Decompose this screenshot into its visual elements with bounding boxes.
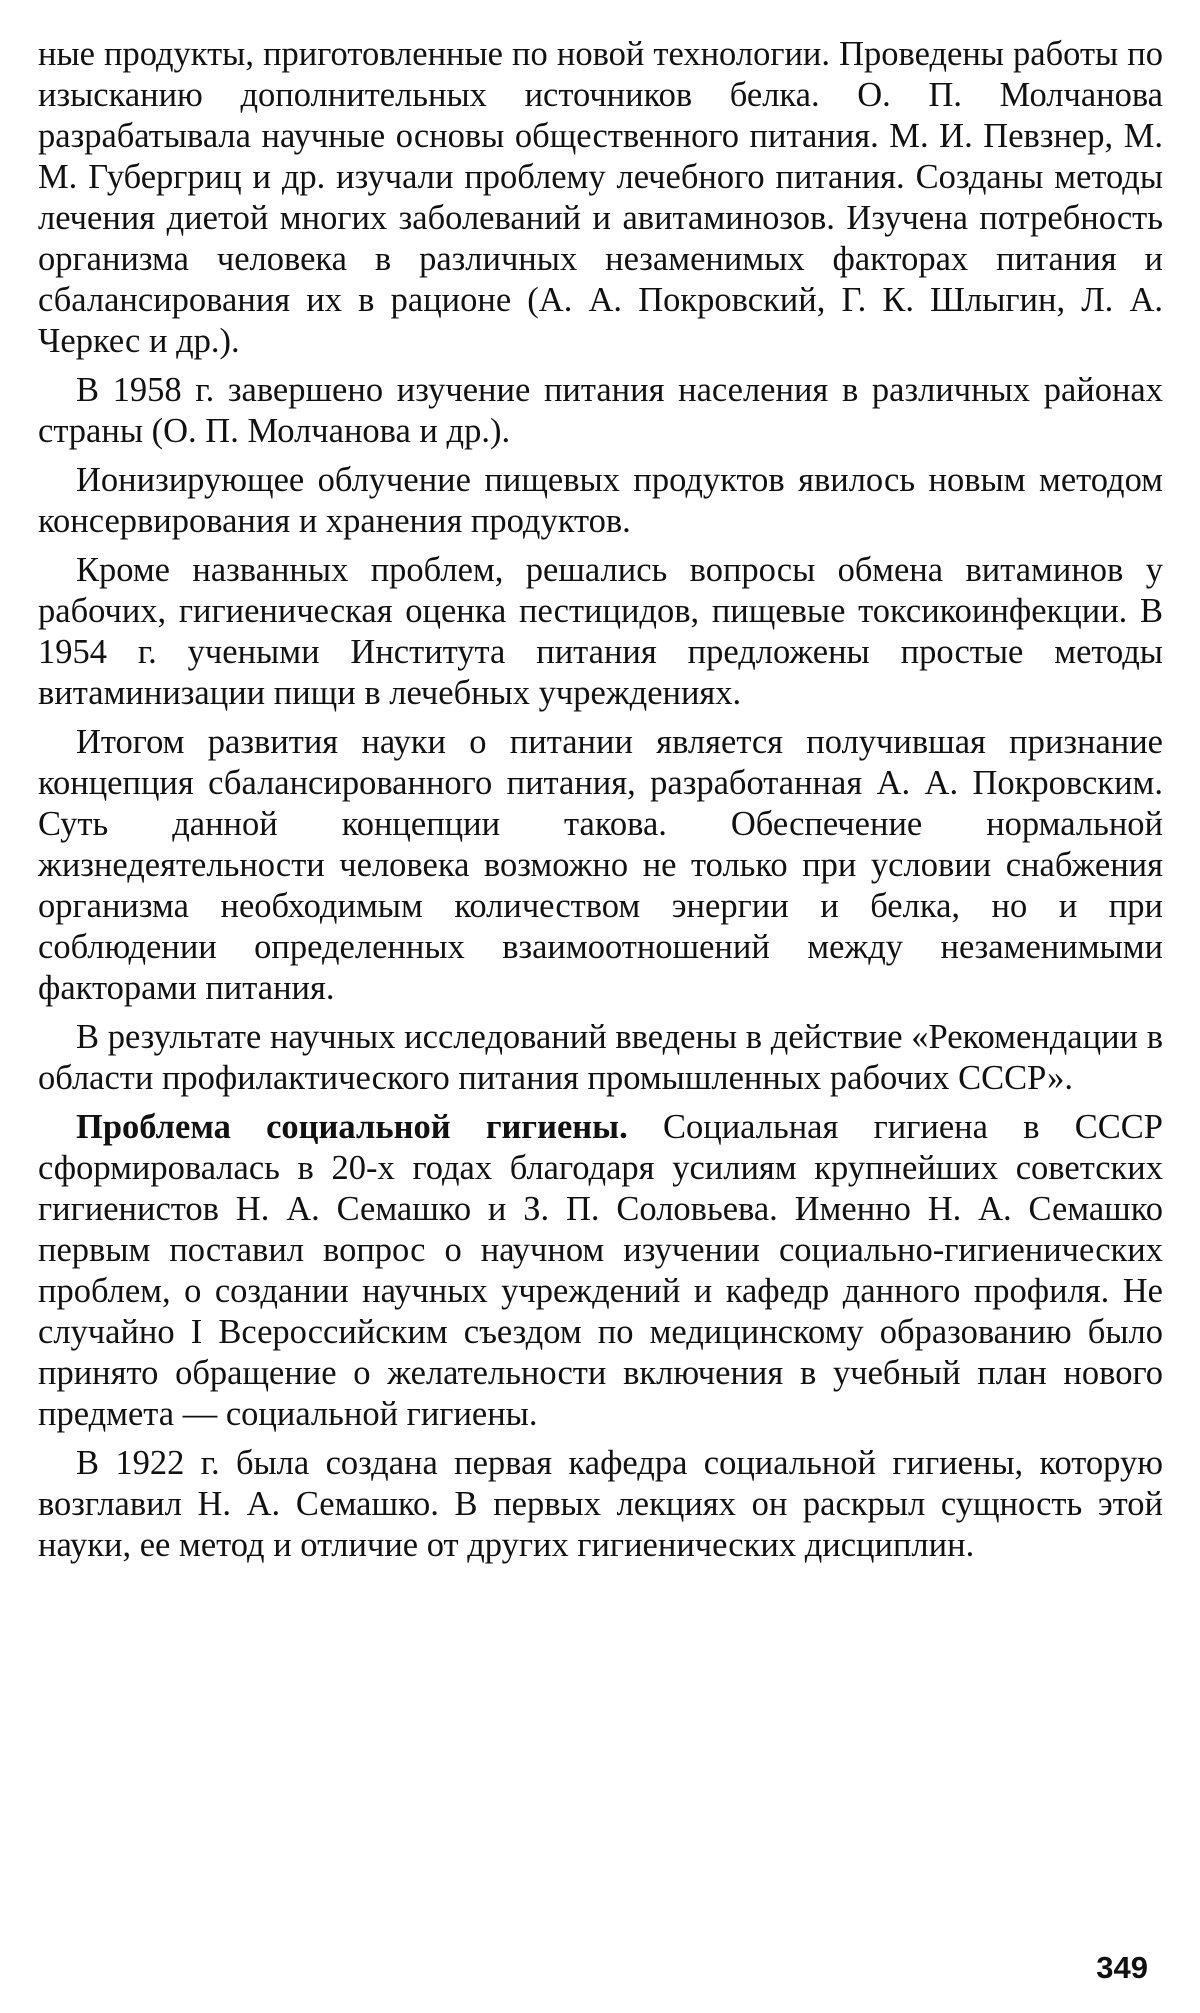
paragraph-6 <box>38 1017 1163 1099</box>
page-text <box>38 34 1163 1574</box>
paragraph-1-text: ные продукты, приготовленные по новой технологии. Проведены работы по изысканию дополнительных источников белка. О. П. Молчанова разрабатывала научные основы общественного питания. М. И. Певзнер, М. М. Губергриц и др. изучали проблему лечебного питания. Созданы методы лечения диетой многих заболеваний и авитаминозов. Изучена потребность организма человека в различных незаменимых факторах питания и сбалансирования их в рационе (А. А. Покровский, Г. К. Шлыгин, Л. А. Черкес и др.). <box>38 35 1163 360</box>
paragraph-4 <box>38 550 1163 714</box>
section-heading: Проблема социальной гигиены. <box>76 1108 628 1146</box>
paragraph-3 <box>38 460 1163 542</box>
paragraph-8 <box>38 1443 1163 1566</box>
paragraph-8-text: В 1922 г. была создана первая кафедра социальной гигиены, которую возглавил Н. А. Семашко. В первых лекциях он раскрыл сущность этой науки, ее метод и отличие от других гигиенических дисциплин. <box>38 1444 1163 1564</box>
paragraph-7-text: Социальная гигиена в СССР сформировалась в 20-х годах благодаря усилиям крупнейших советских гигиенистов Н. А. Семашко и З. П. Соловьева. Именно Н. А. Семашко первым поставил вопрос о научном изучении социально-гигиенических проблем, о создании научных учреждений и кафедр данного профиля. Не случайно I Всероссийским съездом по медицинскому образованию было принято обращение о желательности включения в учебный план нового предмета — социальной гигиены. <box>38 1108 1163 1433</box>
paragraph-1 <box>38 34 1163 362</box>
paragraph-3-text: Ионизирующее облучение пищевых продуктов явилось новым методом консервирования и хранения продуктов. <box>38 461 1163 540</box>
paragraph-6-text: В результате научных исследований введены в действие «Рекомендации в области профилактического питания промышленных рабочих СССР». <box>38 1018 1163 1097</box>
page-number: 349 <box>1096 1950 1148 1985</box>
paragraph-5 <box>38 722 1163 1009</box>
paragraph-2 <box>38 370 1163 452</box>
paragraph-2-text: В 1958 г. завершено изучение питания населения в различных районах страны (О. П. Молчанова и др.). <box>38 371 1163 450</box>
paragraph-4-text: Кроме названных проблем, решались вопросы обмена витаминов у рабочих, гигиеническая оценка пестицидов, пищевые токсикоинфекции. В 1954 г. учеными Института питания предложены простые методы витаминизации пищи в лечебных учреждениях. <box>38 551 1163 712</box>
paragraph-5-text: Итогом развития науки о питании является получившая признание концепция сбалансированного питания, разработанная А. А. Покровским. Суть данной концепции такова. Обеспечение нормальной жизнедеятельности человека возможно не только при условии снабжения организма необходимым количеством энергии и белка, но и при соблюдении определенных взаимоотношений между незаменимыми факторами питания. <box>38 723 1163 1007</box>
paragraph-7 <box>38 1107 1163 1435</box>
